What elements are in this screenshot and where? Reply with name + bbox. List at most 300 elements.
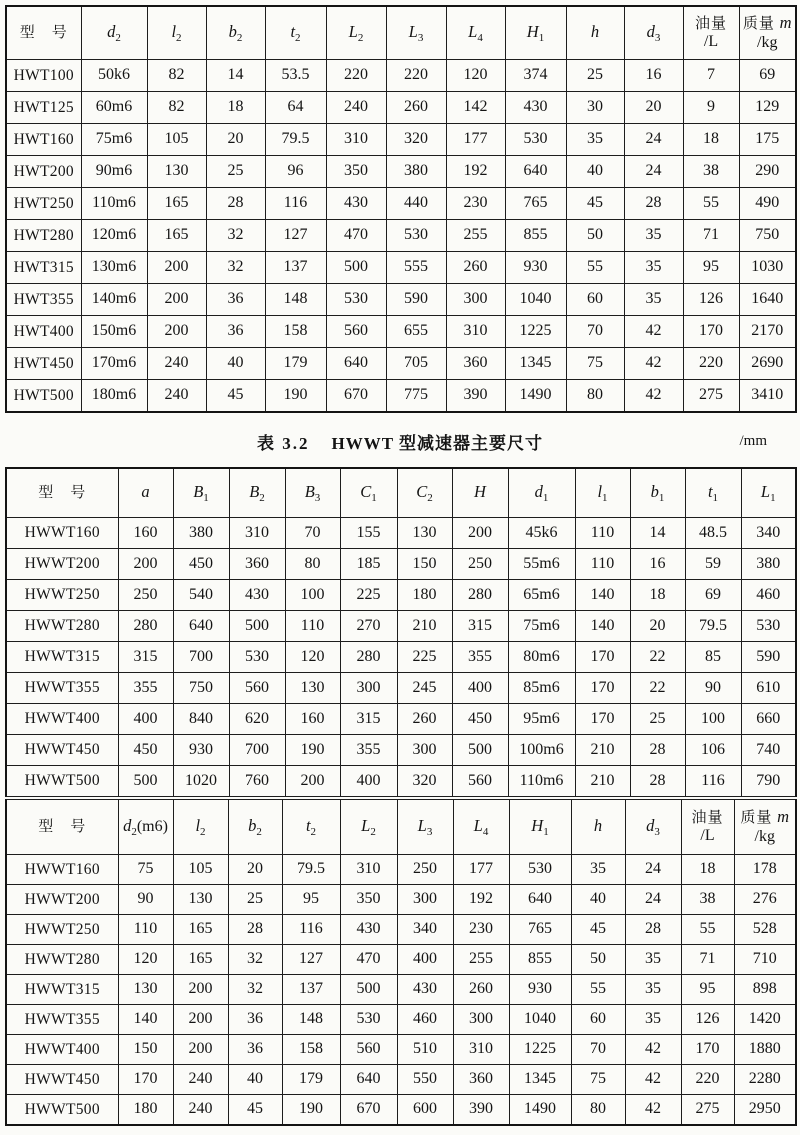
value-cell: 260 — [453, 975, 509, 1005]
hwwt-dimensions-table-part2 — [5, 799, 797, 1126]
value-cell: 130 — [285, 673, 340, 704]
value-cell: 140 — [575, 611, 630, 642]
value-cell: 45 — [571, 915, 625, 945]
value-cell: 192 — [453, 885, 509, 915]
table-row — [6, 945, 796, 975]
value-cell: 140 — [575, 580, 630, 611]
value-cell: 178 — [734, 855, 796, 885]
value-cell: 106 — [685, 735, 741, 766]
column-header-cell: $L_3$ — [397, 800, 453, 855]
value-cell: 540 — [173, 580, 229, 611]
value-cell: 40 — [206, 348, 265, 380]
column-header-cell: $d_3$ — [624, 6, 683, 60]
value-cell: 158 — [282, 1035, 340, 1065]
model-cell: HWT250 — [6, 188, 81, 220]
value-cell: 170 — [118, 1065, 173, 1095]
value-cell: 42 — [625, 1095, 681, 1126]
value-cell: 260 — [386, 92, 446, 124]
value-cell: 250 — [397, 855, 453, 885]
value-cell: 35 — [625, 945, 681, 975]
value-cell: 116 — [282, 915, 340, 945]
value-cell: 1040 — [509, 1005, 571, 1035]
model-cell: HWWT160 — [6, 518, 118, 549]
value-cell: 140m6 — [81, 284, 147, 316]
value-cell: 640 — [340, 1065, 397, 1095]
value-cell: 600 — [397, 1095, 453, 1126]
value-cell: 36 — [228, 1005, 282, 1035]
value-cell: 179 — [282, 1065, 340, 1095]
value-cell: 200 — [285, 766, 340, 797]
value-cell: 315 — [452, 611, 508, 642]
value-cell: 165 — [147, 220, 206, 252]
column-header-cell: $C_1$ — [340, 468, 397, 518]
value-cell: 170 — [575, 704, 630, 735]
value-cell: 24 — [624, 156, 683, 188]
value-cell: 300 — [453, 1005, 509, 1035]
value-cell: 150 — [118, 1035, 173, 1065]
value-cell: 148 — [265, 284, 326, 316]
value-cell: 95 — [282, 885, 340, 915]
value-cell: 700 — [173, 642, 229, 673]
value-cell: 80 — [566, 380, 624, 413]
column-header-cell: $L_2$ — [340, 800, 397, 855]
value-cell: 528 — [734, 915, 796, 945]
table-row — [6, 580, 796, 611]
value-cell: 160 — [118, 518, 173, 549]
value-cell: 250 — [452, 549, 508, 580]
value-cell: 530 — [386, 220, 446, 252]
column-header-cell: $t_2$ — [282, 800, 340, 855]
value-cell: 75m6 — [81, 124, 147, 156]
value-cell: 20 — [624, 92, 683, 124]
value-cell: 35 — [571, 855, 625, 885]
value-cell: 129 — [739, 92, 796, 124]
value-cell: 110m6 — [81, 188, 147, 220]
value-cell: 105 — [147, 124, 206, 156]
value-cell: 50 — [571, 945, 625, 975]
value-cell: 120 — [285, 642, 340, 673]
value-cell: 400 — [397, 945, 453, 975]
value-cell: 1345 — [509, 1065, 571, 1095]
value-cell: 100 — [285, 580, 340, 611]
value-cell: 180m6 — [81, 380, 147, 413]
value-cell: 190 — [285, 735, 340, 766]
value-cell: 18 — [206, 92, 265, 124]
column-header-cell: $b_2$ — [228, 800, 282, 855]
value-cell: 160 — [285, 704, 340, 735]
value-cell: 380 — [741, 549, 796, 580]
value-cell: 590 — [386, 284, 446, 316]
value-cell: 315 — [340, 704, 397, 735]
value-cell: 310 — [453, 1035, 509, 1065]
value-cell: 310 — [340, 855, 397, 885]
value-cell: 45 — [206, 380, 265, 413]
value-cell: 24 — [625, 885, 681, 915]
value-cell: 70 — [285, 518, 340, 549]
value-cell: 560 — [340, 1035, 397, 1065]
value-cell: 148 — [282, 1005, 340, 1035]
value-cell: 140 — [118, 1005, 173, 1035]
value-cell: 110 — [118, 915, 173, 945]
value-cell: 250 — [118, 580, 173, 611]
value-cell: 255 — [453, 945, 509, 975]
value-cell: 400 — [118, 704, 173, 735]
value-cell: 1225 — [509, 1035, 571, 1065]
column-header-cell: $b_1$ — [630, 468, 685, 518]
column-header-cell: $L_2$ — [326, 6, 386, 60]
column-header-cell: $d_2(m6)$ — [118, 800, 173, 855]
value-cell: 110 — [575, 518, 630, 549]
value-cell: 220 — [386, 60, 446, 92]
value-cell: 50k6 — [81, 60, 147, 92]
value-cell: 1490 — [505, 380, 566, 413]
value-cell: 530 — [326, 284, 386, 316]
model-cell: HWT355 — [6, 284, 81, 316]
value-cell: 22 — [630, 673, 685, 704]
value-cell: 75 — [571, 1065, 625, 1095]
value-cell: 48.5 — [685, 518, 741, 549]
value-cell: 120 — [446, 60, 505, 92]
value-cell: 69 — [739, 60, 796, 92]
value-cell: 175 — [739, 124, 796, 156]
value-cell: 2950 — [734, 1095, 796, 1126]
value-cell: 110 — [575, 549, 630, 580]
value-cell: 240 — [173, 1065, 228, 1095]
value-cell: 930 — [509, 975, 571, 1005]
value-cell: 310 — [326, 124, 386, 156]
value-cell: 170 — [575, 673, 630, 704]
table-row — [6, 1005, 796, 1035]
column-header-cell: 油量 /L — [681, 800, 734, 855]
value-cell: 32 — [228, 945, 282, 975]
column-header-cell: h — [571, 800, 625, 855]
value-cell: 90m6 — [81, 156, 147, 188]
value-cell: 126 — [683, 284, 739, 316]
value-cell: 660 — [741, 704, 796, 735]
value-cell: 220 — [681, 1065, 734, 1095]
value-cell: 430 — [326, 188, 386, 220]
value-cell: 32 — [206, 220, 265, 252]
value-cell: 79.5 — [265, 124, 326, 156]
value-cell: 225 — [340, 580, 397, 611]
value-cell: 898 — [734, 975, 796, 1005]
column-header-cell: 型 号 — [6, 800, 118, 855]
value-cell: 530 — [340, 1005, 397, 1035]
value-cell: 100m6 — [508, 735, 575, 766]
value-cell: 120m6 — [81, 220, 147, 252]
table-row — [6, 975, 796, 1005]
value-cell: 82 — [147, 60, 206, 92]
value-cell: 137 — [282, 975, 340, 1005]
value-cell: 240 — [326, 92, 386, 124]
value-cell: 16 — [630, 549, 685, 580]
model-cell: HWWT500 — [6, 1095, 118, 1126]
value-cell: 460 — [397, 1005, 453, 1035]
value-cell: 300 — [397, 735, 452, 766]
value-cell: 530 — [229, 642, 285, 673]
value-cell: 640 — [509, 885, 571, 915]
table-caption — [5, 429, 795, 459]
value-cell: 760 — [229, 766, 285, 797]
value-cell: 179 — [265, 348, 326, 380]
value-cell: 42 — [625, 1035, 681, 1065]
column-header-cell: $B_3$ — [285, 468, 340, 518]
model-cell: HWT315 — [6, 252, 81, 284]
value-cell: 390 — [446, 380, 505, 413]
value-cell: 55 — [566, 252, 624, 284]
model-cell: HWT100 — [6, 60, 81, 92]
model-cell: HWWT400 — [6, 704, 118, 735]
value-cell: 126 — [681, 1005, 734, 1035]
caption-title: HWWT 型减速器主要尺寸 — [331, 434, 543, 453]
table-row — [6, 735, 796, 766]
value-cell: 320 — [397, 766, 452, 797]
value-cell: 25 — [566, 60, 624, 92]
value-cell: 300 — [397, 885, 453, 915]
column-header-cell: $H_1$ — [505, 6, 566, 60]
value-cell: 430 — [340, 915, 397, 945]
value-cell: 320 — [386, 124, 446, 156]
value-cell: 45 — [228, 1095, 282, 1126]
value-cell: 130 — [397, 518, 452, 549]
value-cell: 55m6 — [508, 549, 575, 580]
value-cell: 560 — [326, 316, 386, 348]
column-header-cell: a — [118, 468, 173, 518]
value-cell: 45k6 — [508, 518, 575, 549]
column-header-cell: H — [452, 468, 508, 518]
value-cell: 1345 — [505, 348, 566, 380]
table-row — [6, 220, 796, 252]
value-cell: 200 — [173, 975, 228, 1005]
value-cell: 210 — [575, 735, 630, 766]
value-cell: 71 — [683, 220, 739, 252]
value-cell: 220 — [326, 60, 386, 92]
value-cell: 120 — [118, 945, 173, 975]
value-cell: 670 — [326, 380, 386, 413]
value-cell: 170 — [681, 1035, 734, 1065]
value-cell: 400 — [340, 766, 397, 797]
value-cell: 180 — [118, 1095, 173, 1126]
value-cell: 14 — [630, 518, 685, 549]
value-cell: 7 — [683, 60, 739, 92]
unit-label: /mm — [739, 433, 767, 449]
value-cell: 90 — [118, 885, 173, 915]
value-cell: 430 — [505, 92, 566, 124]
value-cell: 470 — [340, 945, 397, 975]
value-cell: 700 — [229, 735, 285, 766]
value-cell: 130 — [173, 885, 228, 915]
model-cell: HWWT200 — [6, 885, 118, 915]
value-cell: 64 — [265, 92, 326, 124]
value-cell: 177 — [453, 855, 509, 885]
value-cell: 790 — [741, 766, 796, 797]
value-cell: 350 — [340, 885, 397, 915]
model-cell: HWT500 — [6, 380, 81, 413]
table-row — [6, 1065, 796, 1095]
value-cell: 60m6 — [81, 92, 147, 124]
table-row — [6, 855, 796, 885]
value-cell: 42 — [624, 316, 683, 348]
value-cell: 530 — [741, 611, 796, 642]
value-cell: 3410 — [739, 380, 796, 413]
value-cell: 177 — [446, 124, 505, 156]
value-cell: 510 — [397, 1035, 453, 1065]
value-cell: 95m6 — [508, 704, 575, 735]
value-cell: 75m6 — [508, 611, 575, 642]
value-cell: 36 — [206, 284, 265, 316]
value-cell: 245 — [397, 673, 452, 704]
table-row — [6, 704, 796, 735]
value-cell: 930 — [505, 252, 566, 284]
value-cell: 100 — [685, 704, 741, 735]
value-cell: 300 — [446, 284, 505, 316]
value-cell: 450 — [452, 704, 508, 735]
value-cell: 640 — [505, 156, 566, 188]
column-header-cell: 型 号 — [6, 6, 81, 60]
table-row — [6, 156, 796, 188]
column-header-cell: 质量 m /kg — [734, 800, 796, 855]
column-header-cell: $b_2$ — [206, 6, 265, 60]
table-row — [6, 549, 796, 580]
value-cell: 360 — [453, 1065, 509, 1095]
value-cell: 28 — [630, 766, 685, 797]
value-cell: 70 — [571, 1035, 625, 1065]
value-cell: 150 — [397, 549, 452, 580]
value-cell: 200 — [173, 1035, 228, 1065]
value-cell: 280 — [118, 611, 173, 642]
value-cell: 18 — [681, 855, 734, 885]
model-cell: HWT200 — [6, 156, 81, 188]
table-row — [6, 124, 796, 156]
value-cell: 25 — [228, 885, 282, 915]
value-cell: 137 — [265, 252, 326, 284]
table-row — [6, 284, 796, 316]
table-row — [6, 380, 796, 413]
value-cell: 240 — [147, 380, 206, 413]
value-cell: 200 — [118, 549, 173, 580]
value-cell: 530 — [509, 855, 571, 885]
value-cell: 276 — [734, 885, 796, 915]
value-cell: 640 — [326, 348, 386, 380]
value-cell: 260 — [446, 252, 505, 284]
value-cell: 9 — [683, 92, 739, 124]
value-cell: 230 — [453, 915, 509, 945]
value-cell: 550 — [397, 1065, 453, 1095]
value-cell: 340 — [741, 518, 796, 549]
value-cell: 116 — [685, 766, 741, 797]
value-cell: 750 — [173, 673, 229, 704]
value-cell: 200 — [173, 1005, 228, 1035]
value-cell: 40 — [566, 156, 624, 188]
value-cell: 20 — [206, 124, 265, 156]
value-cell: 705 — [386, 348, 446, 380]
value-cell: 200 — [147, 316, 206, 348]
value-cell: 85m6 — [508, 673, 575, 704]
value-cell: 355 — [452, 642, 508, 673]
value-cell: 45 — [566, 188, 624, 220]
value-cell: 500 — [326, 252, 386, 284]
column-header-cell: $L_4$ — [453, 800, 509, 855]
value-cell: 28 — [625, 915, 681, 945]
value-cell: 22 — [630, 642, 685, 673]
value-cell: 80m6 — [508, 642, 575, 673]
value-cell: 450 — [173, 549, 229, 580]
header-row — [6, 6, 796, 60]
value-cell: 40 — [228, 1065, 282, 1095]
value-cell: 210 — [575, 766, 630, 797]
value-cell: 28 — [630, 735, 685, 766]
value-cell: 240 — [147, 348, 206, 380]
value-cell: 35 — [566, 124, 624, 156]
value-cell: 1420 — [734, 1005, 796, 1035]
model-cell: HWWT450 — [6, 1065, 118, 1095]
model-cell: HWWT355 — [6, 1005, 118, 1035]
value-cell: 1880 — [734, 1035, 796, 1065]
value-cell: 82 — [147, 92, 206, 124]
value-cell: 185 — [340, 549, 397, 580]
value-cell: 400 — [452, 673, 508, 704]
value-cell: 390 — [453, 1095, 509, 1126]
value-cell: 380 — [173, 518, 229, 549]
column-header-cell: $d_2$ — [81, 6, 147, 60]
model-cell: HWWT450 — [6, 735, 118, 766]
value-cell: 50 — [566, 220, 624, 252]
value-cell: 42 — [625, 1065, 681, 1095]
model-cell: HWWT280 — [6, 945, 118, 975]
model-cell: HWWT280 — [6, 611, 118, 642]
value-cell: 25 — [630, 704, 685, 735]
table-row — [6, 766, 796, 797]
table-row — [6, 915, 796, 945]
column-header-cell: $t_1$ — [685, 468, 741, 518]
column-header-cell: $B_2$ — [229, 468, 285, 518]
column-header-cell: $L_4$ — [446, 6, 505, 60]
value-cell: 620 — [229, 704, 285, 735]
value-cell: 96 — [265, 156, 326, 188]
value-cell: 740 — [741, 735, 796, 766]
table-row — [6, 518, 796, 549]
model-cell: HWWT250 — [6, 580, 118, 611]
value-cell: 270 — [340, 611, 397, 642]
value-cell: 155 — [340, 518, 397, 549]
value-cell: 35 — [625, 975, 681, 1005]
value-cell: 290 — [739, 156, 796, 188]
value-cell: 170 — [683, 316, 739, 348]
value-cell: 280 — [452, 580, 508, 611]
value-cell: 79.5 — [282, 855, 340, 885]
model-cell: HWT400 — [6, 316, 81, 348]
value-cell: 116 — [265, 188, 326, 220]
value-cell: 65m6 — [508, 580, 575, 611]
value-cell: 165 — [147, 188, 206, 220]
value-cell: 55 — [571, 975, 625, 1005]
model-cell: HWT450 — [6, 348, 81, 380]
value-cell: 930 — [173, 735, 229, 766]
value-cell: 775 — [386, 380, 446, 413]
value-cell: 2690 — [739, 348, 796, 380]
value-cell: 355 — [118, 673, 173, 704]
value-cell: 14 — [206, 60, 265, 92]
value-cell: 60 — [571, 1005, 625, 1035]
value-cell: 130 — [147, 156, 206, 188]
header-row — [6, 468, 796, 518]
value-cell: 60 — [566, 284, 624, 316]
value-cell: 75 — [566, 348, 624, 380]
value-cell: 255 — [446, 220, 505, 252]
value-cell: 36 — [228, 1035, 282, 1065]
value-cell: 765 — [505, 188, 566, 220]
value-cell: 670 — [340, 1095, 397, 1126]
